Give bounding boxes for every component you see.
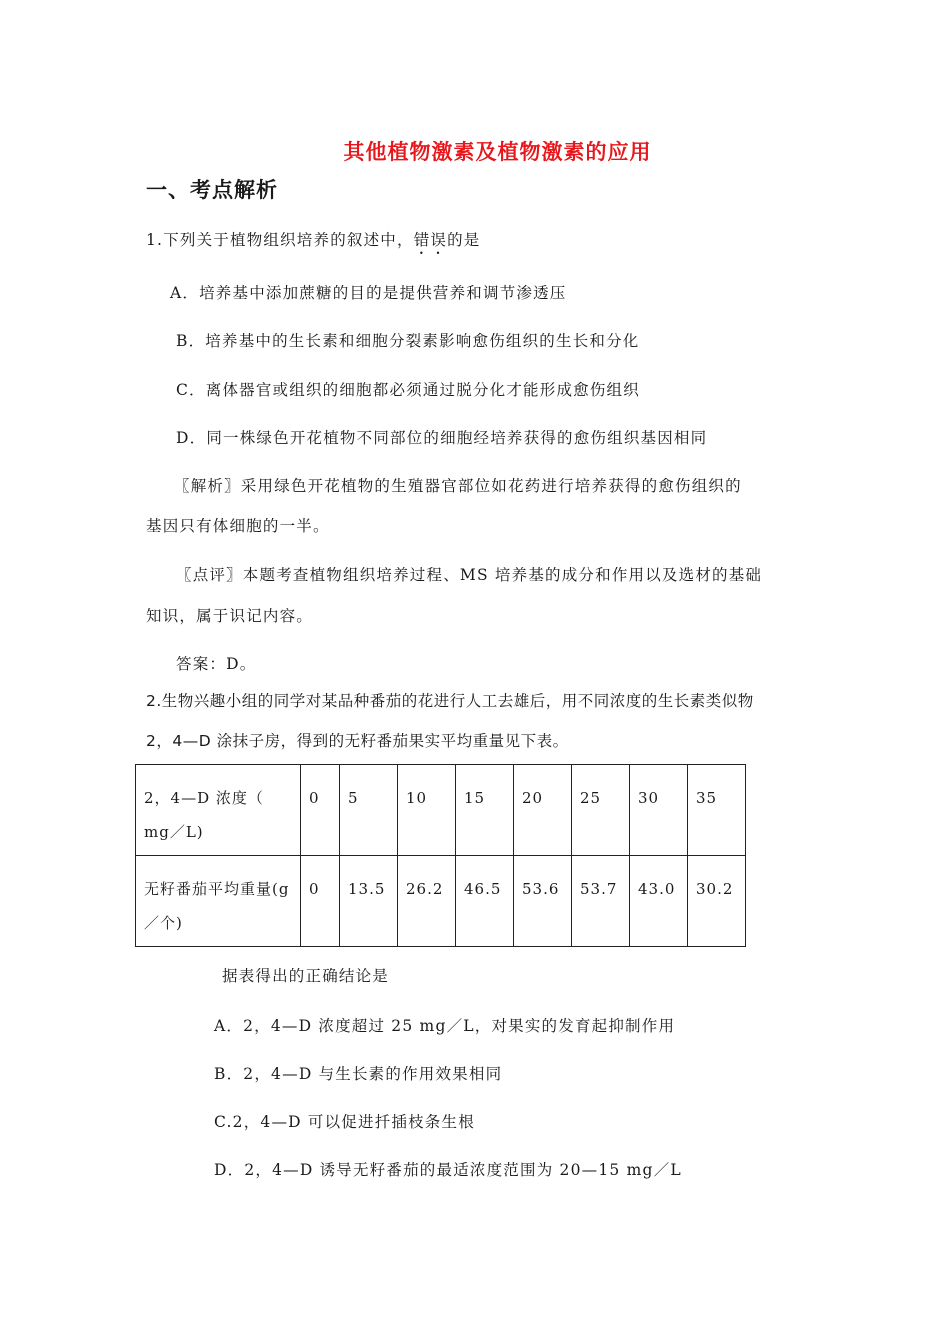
table-row <box>136 856 746 947</box>
table-cell: 30.2 <box>688 856 746 947</box>
q1-comment-line1: 〖点评〗本题考查植物组织培养过程、MS 培养基的成分和作用以及选材的基础 <box>176 566 763 584</box>
q1-option-c: C．离体器官或组织的细胞都必须通过脱分化才能形成愈伤组织 <box>176 381 640 399</box>
table-cell: 10 <box>398 765 456 856</box>
q1-comment-line2: 知识，属于识记内容。 <box>146 607 314 625</box>
q2-stem-line1: 2.生物兴趣小组的同学对某品种番茄的花进行人工去雄后，用不同浓度的生长素类似物 <box>146 692 754 710</box>
table-cell: 5 <box>340 765 398 856</box>
q1-stem-after: 的是 <box>447 231 481 249</box>
table-cell: 26.2 <box>398 856 456 947</box>
table-cell: 13.5 <box>340 856 398 947</box>
q2-option-c: C.2，4—D 可以促进扦插枝条生根 <box>214 1113 475 1131</box>
q2-option-d: D．2，4—D 诱导无籽番茄的最适浓度范围为 20—15 mg／L <box>214 1161 682 1179</box>
q1-option-d: D．同一株绿色开花植物不同部位的细胞经培养获得的愈伤组织基因相同 <box>176 429 708 447</box>
table-cell: 53.7 <box>572 856 630 947</box>
q1-stem-before: 1.下列关于植物组织培养的叙述中， <box>146 231 414 249</box>
q1-option-b: B．培养基中的生长素和细胞分裂素影响愈伤组织的生长和分化 <box>176 332 640 350</box>
q1-stem-emphasis: 错误 <box>413 231 448 249</box>
table-row-header: 无籽番茄平均重量(g／个) <box>136 856 301 947</box>
table-row <box>136 765 746 856</box>
q1-analysis-line1: 〖解析〗采用绿色开花植物的生殖器官部位如花药进行培养获得的愈伤组织的 <box>174 477 742 495</box>
q1-option-a: A．培养基中添加蔗糖的目的是提供营养和调节渗透压 <box>170 284 567 302</box>
table-cell: 20 <box>514 765 572 856</box>
table-cell: 15 <box>456 765 514 856</box>
table-cell: 25 <box>572 765 630 856</box>
q2-stem-line2: 2，4—D 涂抹子房，得到的无籽番茄果实平均重量见下表。 <box>146 732 569 750</box>
q2-prompt: 据表得出的正确结论是 <box>222 967 390 985</box>
q2-option-b: B．2，4—D 与生长素的作用效果相同 <box>214 1065 503 1083</box>
data-table <box>135 764 746 947</box>
table-cell: 30 <box>630 765 688 856</box>
q1-stem <box>146 228 481 258</box>
q1-answer: 答案：D。 <box>176 655 257 673</box>
q2-option-a: A．2，4—D 浓度超过 25 mg／L，对果实的发育起抑制作用 <box>214 1017 676 1035</box>
table-cell: 46.5 <box>456 856 514 947</box>
table-cell: 35 <box>688 765 746 856</box>
table-cell: 53.6 <box>514 856 572 947</box>
page-title: 其他植物激素及植物激素的应用 <box>343 140 652 164</box>
section-heading: 一、考点解析 <box>146 178 278 202</box>
table-cell: 0 <box>301 856 340 947</box>
table-row-header: 2，4—D 浓度（ mg／L) <box>136 765 301 856</box>
table-cell: 0 <box>301 765 340 856</box>
q1-analysis-line2: 基因只有体细胞的一半。 <box>146 517 330 535</box>
table-cell: 43.0 <box>630 856 688 947</box>
